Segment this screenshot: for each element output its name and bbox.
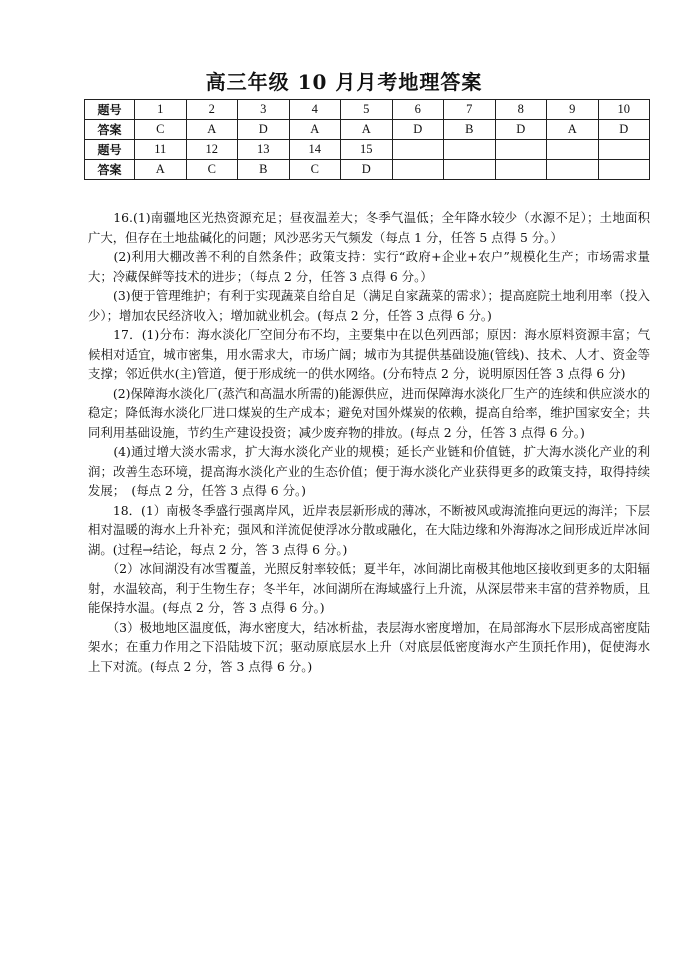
answer-table-row (85, 140, 650, 160)
table-cell (495, 140, 547, 160)
table-cell (444, 160, 496, 180)
answer-17-2: (2)保障海水淡化厂(蒸汽和高温水所需的)能源供应，进而保障海水淡化厂生产的连续和供应淡水的稳定；降低海水淡化厂进口煤炭的生产成本；避免对国外煤炭的依赖，提高自给率，维护国家安全；共同利用基础设施，节约生产建设投资；减少废弃物的排放。(每点 2 分，任答 3 点得 6 分。) (88, 385, 650, 440)
table-cell: 2 (186, 100, 238, 120)
row-header-cell: 答案 (85, 160, 135, 180)
table-cell: B (238, 160, 290, 180)
table-cell: C (135, 120, 187, 140)
page-title: 高三年级 10 月月考地理答案 (205, 70, 483, 94)
table-cell (547, 140, 599, 160)
answer-17-4: (4)通过增大淡水需求，扩大海水淡化产业的规模；延长产业链和价值链，扩大海水淡化产业的利润；改善生态环境，提高海水淡化产业的生态价值；便于海水淡化产业获得更多的政策支持，取得持续发展； (每点 2 分，任答 3 点得 6 分。) (88, 444, 650, 498)
table-cell: D (495, 120, 547, 140)
table-cell: C (289, 160, 341, 180)
row-header-cell: 题号 (85, 100, 135, 120)
table-cell: 6 (392, 100, 444, 120)
table-cell: 12 (186, 140, 238, 160)
table-cell: 3 (238, 100, 290, 120)
answer-table-row (85, 100, 650, 120)
answer-table (84, 99, 650, 180)
table-cell: A (341, 120, 393, 140)
table-cell (392, 160, 444, 180)
table-cell: B (444, 120, 496, 140)
table-cell: 4 (289, 100, 341, 120)
table-cell: 9 (547, 100, 599, 120)
table-cell: D (238, 120, 290, 140)
table-cell (598, 160, 650, 180)
answer-18-3: （3）极地地区温度低，海水密度大，结冰析盐，表层海水密度增加，在局部海水下层形成高密度陆架水；在重力作用之下沿陆坡下沉；驱动原底层水上升（对底层低密度海水产生顶托作用)，促使海水上下对流。(每点 2 分，答 3 点得 6 分。) (88, 619, 650, 674)
table-cell: 8 (495, 100, 547, 120)
table-cell: 14 (289, 140, 341, 160)
table-cell: 15 (341, 140, 393, 160)
table-cell: C (186, 160, 238, 180)
answer-17-1: 17．(1)分布：海水淡化厂空间分布不均，主要集中在以色列西部；原因：海水原料资源丰富；气候相对适宜，城市密集，用水需求大，市场广阔；城市为其提供基础设施(管线)、技术、人才、资金等支撑；邻近供水(主)管道，便于形成统一的供水网络。(分布特点 2 分，说明原因任答 3 点得 6 分) (88, 327, 650, 381)
table-cell: A (547, 120, 599, 140)
table-cell: 1 (135, 100, 187, 120)
table-cell (444, 140, 496, 160)
table-cell: 13 (238, 140, 290, 160)
table-cell: 5 (341, 100, 393, 120)
table-cell: D (341, 160, 393, 180)
answer-16-1: 16.(1)南疆地区光热资源充足；昼夜温差大；冬季气温低；全年降水较少（水源不足）；土地面积广大，但存在土地盐碱化的问题；风沙恶劣天气频发（每点 1 分，任答 5 点得 5 分。） (88, 210, 650, 245)
table-cell: 10 (598, 100, 650, 120)
row-header-cell: 题号 (85, 140, 135, 160)
table-cell: D (392, 120, 444, 140)
table-cell (598, 140, 650, 160)
answer-18-1: 18．(1）南极冬季盛行强离岸风，近岸表层新形成的薄冰，不断被风或海流推向更远的海洋；下层相对温暖的海水上升补充；强风和洋流促使浮冰分散或融化，在大陆边缘和外海海冰之间形成近岸冰间湖。(过程→结论，每点 2 分，答 3 点得 6 分。) (88, 502, 650, 557)
table-cell: A (289, 120, 341, 140)
table-cell (495, 160, 547, 180)
answer-table-row (85, 160, 650, 180)
table-cell: 11 (135, 140, 187, 160)
answer-18-2: （2）冰间湖没有冰雪覆盖，光照反射率较低；夏半年，冰间湖比南极其他地区接收到更多的太阳辐射，水温较高，利于生物生存；冬半年，冰间湖所在海域盛行上升流，从深层带来丰富的营养物质，且能保持水温。(每点 2 分，答 3 点得 6 分。) (88, 561, 650, 615)
table-cell: D (598, 120, 650, 140)
table-cell: 7 (444, 100, 496, 120)
answer-table-row (85, 120, 650, 140)
table-cell (392, 140, 444, 160)
row-header-cell: 答案 (85, 120, 135, 140)
table-cell: A (186, 120, 238, 140)
table-cell: A (135, 160, 187, 180)
answer-16-3: (3)便于管理维护；有利于实现蔬菜自给自足（满足自家蔬菜的需求）；提高庭院土地利用率（投入少）；增加农民经济收入；增加就业机会。(每点 2 分，任答 3 点得 6 分。) (88, 288, 650, 323)
answer-16-2: (2)利用大棚改善不利的自然条件；政策支持：实行“政府+企业+农户”规模化生产；市场需求量大；冷藏保鲜等技术的进步；（每点 2 分，任答 3 点得 6 分。） (88, 249, 650, 284)
table-cell (547, 160, 599, 180)
answer-explanations (88, 208, 650, 676)
